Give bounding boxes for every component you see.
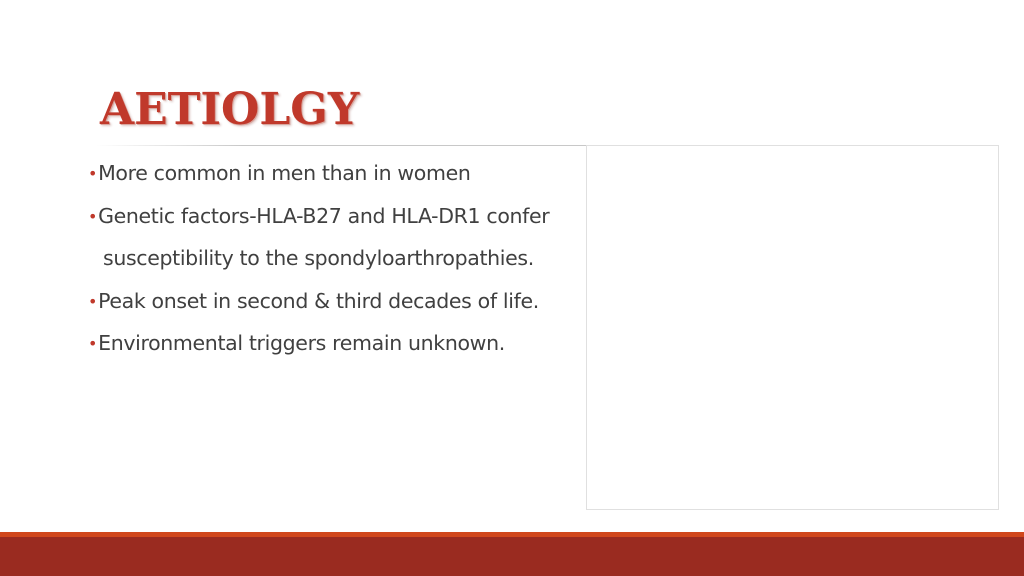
title-divider [96,145,586,146]
bullet-continuation [88,237,583,280]
bullet-text: Environmental triggers remain unknown. [98,331,505,355]
image-placeholder [586,145,999,510]
bullet-item [88,195,583,238]
bullet-text: susceptibility to the spondyloarthropathies. [103,246,534,270]
bullet-icon: • [88,334,98,353]
bullet-list [88,152,583,365]
bullet-text: Peak onset in second & third decades of life. [98,288,539,313]
slide-title: AETIOLGY [100,84,360,135]
bullet-icon: • [88,291,98,311]
bullet-item [88,322,583,365]
bullet-text: Genetic factors-HLA-B27 and HLA-DR1 confer [98,203,550,228]
bullet-item [88,152,583,195]
bullet-item [88,280,583,323]
bullet-icon: • [88,206,98,226]
footer-band [0,537,1024,576]
bullet-text: More common in men than in women [98,161,471,185]
bullet-icon: • [88,164,98,183]
